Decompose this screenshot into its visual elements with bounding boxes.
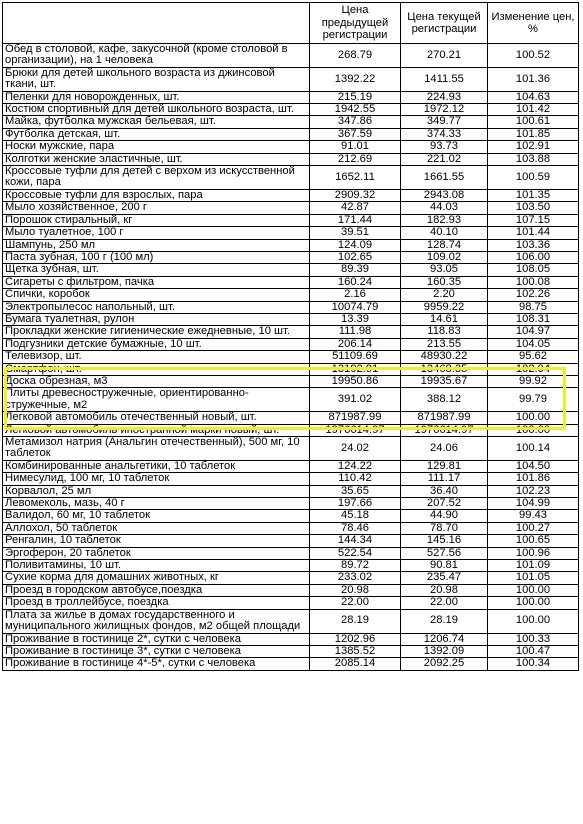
current-price: 374.33	[401, 128, 488, 140]
item-name: Смартфон, шт.	[3, 363, 310, 375]
item-name: Доска обрезная, м3	[3, 375, 310, 387]
current-price: 2943.08	[401, 189, 488, 201]
prev-price: 1392.22	[310, 67, 401, 91]
table-row	[3, 289, 579, 301]
current-price: 36.40	[401, 485, 488, 497]
prev-price: 2.16	[310, 289, 401, 301]
table-row	[3, 510, 579, 522]
table-row	[3, 264, 579, 276]
item-name: Комбинированные анальгетики, 10 таблеток	[3, 460, 310, 472]
price-change: 95.62	[488, 351, 579, 363]
table-row	[3, 189, 579, 201]
prev-price: 10074.79	[310, 301, 401, 313]
item-name: Порошок стиральный, кг	[3, 214, 310, 226]
current-price: 388.12	[401, 388, 488, 412]
table-row	[3, 214, 579, 226]
price-change: 100.34	[488, 658, 579, 670]
item-name: Сухие корма для домашних животных, кг	[3, 572, 310, 584]
price-change: 100.59	[488, 166, 579, 190]
prev-price: 35.65	[310, 485, 401, 497]
table-row	[3, 485, 579, 497]
table-row	[3, 584, 579, 596]
table-row	[3, 363, 579, 375]
price-change: 102.91	[488, 141, 579, 153]
price-change: 100.52	[488, 44, 579, 68]
price-change: 100.08	[488, 276, 579, 288]
price-change: 99.43	[488, 510, 579, 522]
current-price: 118.83	[401, 326, 488, 338]
prev-price: 20.98	[310, 584, 401, 596]
price-change: 100.61	[488, 116, 579, 128]
current-price: 207.52	[401, 498, 488, 510]
prev-price: 89.39	[310, 264, 401, 276]
table-row	[3, 351, 579, 363]
item-name: Прокладки женские гигиенические ежедневные, 10 шт.	[3, 326, 310, 338]
price-change: 100.00	[488, 412, 579, 424]
prev-price: 367.59	[310, 128, 401, 140]
item-name: Обед в столовой, кафе, закусочной (кроме столовой в организации), на 1 человека	[3, 44, 310, 68]
item-name: Телевизор, шт.	[3, 351, 310, 363]
item-name: Футболка детская, шт.	[3, 128, 310, 140]
item-name: Щетка зубная, шт.	[3, 264, 310, 276]
prev-price: 233.02	[310, 572, 401, 584]
current-price: 90.81	[401, 560, 488, 572]
table-row	[3, 498, 579, 510]
item-name: Аллохол, 50 таблеток	[3, 522, 310, 534]
item-name: Проживание в гостинице 4*-5*, сутки с человека	[3, 658, 310, 670]
table-row	[3, 313, 579, 325]
price-change: 103.88	[488, 153, 579, 165]
prev-price: 871987.99	[310, 412, 401, 424]
current-price: 20.98	[401, 584, 488, 596]
current-price: 1976614.97	[401, 424, 488, 436]
current-price: 128.74	[401, 239, 488, 251]
current-price: 145.16	[401, 535, 488, 547]
price-change: 100.47	[488, 645, 579, 657]
current-price: 1206.74	[401, 633, 488, 645]
price-change: 100.96	[488, 547, 579, 559]
price-change: 104.97	[488, 326, 579, 338]
price-change: 100.65	[488, 535, 579, 547]
header-prev-price: Цена предыдущей регистрации	[310, 3, 401, 44]
header-row	[3, 3, 579, 44]
table-row	[3, 633, 579, 645]
table-row	[3, 251, 579, 263]
item-name: Колготки женские эластичные, шт.	[3, 153, 310, 165]
prev-price: 1385.52	[310, 645, 401, 657]
prev-price: 197.66	[310, 498, 401, 510]
table-row	[3, 658, 579, 670]
current-price: 14.61	[401, 313, 488, 325]
price-change: 102.23	[488, 485, 579, 497]
prev-price: 160.24	[310, 276, 401, 288]
table-row	[3, 128, 579, 140]
price-change: 101.44	[488, 227, 579, 239]
header-price-change: Изменение цен, %	[488, 3, 579, 44]
table-row	[3, 460, 579, 472]
item-name: Мыло хозяйственное, 200 г	[3, 202, 310, 214]
current-price: 24.06	[401, 437, 488, 461]
table-row	[3, 141, 579, 153]
price-change: 100.00	[488, 609, 579, 633]
table-row	[3, 202, 579, 214]
item-name: Спички, коробок	[3, 289, 310, 301]
table-row	[3, 572, 579, 584]
current-price: 44.03	[401, 202, 488, 214]
current-price: 349.77	[401, 116, 488, 128]
price-change: 104.63	[488, 91, 579, 103]
item-name: Носки мужские, пара	[3, 141, 310, 153]
item-name: Паста зубная, 100 г (100 мл)	[3, 251, 310, 263]
prev-price: 28.19	[310, 609, 401, 633]
prev-price: 42.87	[310, 202, 401, 214]
price-change: 103.50	[488, 202, 579, 214]
price-change: 106.00	[488, 251, 579, 263]
price-change: 103.36	[488, 239, 579, 251]
header-current-price: Цена текущей регистрации	[401, 3, 488, 44]
prev-price: 51109.69	[310, 351, 401, 363]
price-change: 102.04	[488, 363, 579, 375]
table-row	[3, 437, 579, 461]
current-price: 182.93	[401, 214, 488, 226]
prev-price: 391.02	[310, 388, 401, 412]
item-name: Легковой автомобиль иностранной марки новый, шт.	[3, 424, 310, 436]
table-row	[3, 535, 579, 547]
item-name: Нимесулид, 100 мг, 10 таблеток	[3, 473, 310, 485]
prev-price: 347.86	[310, 116, 401, 128]
price-change: 101.35	[488, 189, 579, 201]
table-row	[3, 597, 579, 609]
current-price: 221.02	[401, 153, 488, 165]
item-name: Эргоферон, 20 таблеток	[3, 547, 310, 559]
current-price: 111.17	[401, 473, 488, 485]
price-change: 101.09	[488, 560, 579, 572]
current-price: 28.19	[401, 609, 488, 633]
current-price: 270.21	[401, 44, 488, 68]
table-row	[3, 116, 579, 128]
price-change: 100.00	[488, 584, 579, 596]
current-price: 13468.35	[401, 363, 488, 375]
item-name: Костюм спортивный для детей школьного возраста, шт.	[3, 104, 310, 116]
price-change: 108.05	[488, 264, 579, 276]
prev-price: 91.01	[310, 141, 401, 153]
item-name: Проезд в городском автобусе,поездка	[3, 584, 310, 596]
price-change: 99.92	[488, 375, 579, 387]
item-name: Плата за жилье в домах государственного и муниципального жилищных фондов, м2 общей площади	[3, 609, 310, 633]
prev-price: 144.34	[310, 535, 401, 547]
header-name	[3, 3, 310, 44]
prev-price: 1202.96	[310, 633, 401, 645]
prev-price: 1976614.97	[310, 424, 401, 436]
item-name: Проезд в троллейбусе, поездка	[3, 597, 310, 609]
price-change: 107.15	[488, 214, 579, 226]
current-price: 19935.67	[401, 375, 488, 387]
prev-price: 19950.86	[310, 375, 401, 387]
current-price: 527.56	[401, 547, 488, 559]
item-name: Метамизол натрия (Анальгин отечественный), 500 мг, 10 таблеток	[3, 437, 310, 461]
table-row	[3, 388, 579, 412]
table-row	[3, 547, 579, 559]
current-price: 224.93	[401, 91, 488, 103]
price-change: 99.79	[488, 388, 579, 412]
item-name: Поливитамины, 10 шт.	[3, 560, 310, 572]
prev-price: 39.51	[310, 227, 401, 239]
current-price: 48930.22	[401, 351, 488, 363]
item-name: Проживание в гостинице 3*, сутки с человека	[3, 645, 310, 657]
item-name: Кроссовые туфли для детей с верхом из искусственной кожи, пара	[3, 166, 310, 190]
prev-price: 1942.55	[310, 104, 401, 116]
current-price: 871987.99	[401, 412, 488, 424]
table-row	[3, 91, 579, 103]
prev-price: 45.18	[310, 510, 401, 522]
current-price: 129.81	[401, 460, 488, 472]
price-change: 101.05	[488, 572, 579, 584]
current-price: 235.47	[401, 572, 488, 584]
current-price: 213.55	[401, 338, 488, 350]
item-name: Шампунь, 250 мл	[3, 239, 310, 251]
table-row	[3, 326, 579, 338]
table-row	[3, 645, 579, 657]
current-price: 109.02	[401, 251, 488, 263]
prev-price: 102.65	[310, 251, 401, 263]
prev-price: 215.19	[310, 91, 401, 103]
table-row	[3, 609, 579, 633]
price-change: 100.00	[488, 424, 579, 436]
prev-price: 171.44	[310, 214, 401, 226]
item-name: Ренгалин, 10 таблеток	[3, 535, 310, 547]
table-row	[3, 301, 579, 313]
table-row	[3, 227, 579, 239]
item-name: Кроссовые туфли для взрослых, пара	[3, 189, 310, 201]
current-price: 160.35	[401, 276, 488, 288]
current-price: 78.70	[401, 522, 488, 534]
prev-price: 268.79	[310, 44, 401, 68]
prev-price: 206.14	[310, 338, 401, 350]
table-row	[3, 44, 579, 68]
table-row	[3, 276, 579, 288]
current-price: 40.10	[401, 227, 488, 239]
prev-price: 22.00	[310, 597, 401, 609]
current-price: 9959.22	[401, 301, 488, 313]
table-row	[3, 166, 579, 190]
table-row	[3, 560, 579, 572]
prev-price: 124.09	[310, 239, 401, 251]
item-name: Левомеколь, мазь, 40 г	[3, 498, 310, 510]
price-change: 108.31	[488, 313, 579, 325]
price-change: 100.27	[488, 522, 579, 534]
item-name: Бумага туалетная, рулон	[3, 313, 310, 325]
current-price: 93.05	[401, 264, 488, 276]
item-name: Брюки для детей школьного возраста из джинсовой ткани, шт.	[3, 67, 310, 91]
prev-price: 212.69	[310, 153, 401, 165]
price-change: 100.14	[488, 437, 579, 461]
current-price: 93.73	[401, 141, 488, 153]
item-name: Электропылесос напольный, шт.	[3, 301, 310, 313]
price-change: 104.05	[488, 338, 579, 350]
table-row	[3, 104, 579, 116]
prev-price: 1652.11	[310, 166, 401, 190]
item-name: Валидол, 60 мг, 10 таблеток	[3, 510, 310, 522]
price-change: 101.42	[488, 104, 579, 116]
item-name: Проживание в гостинице 2*, сутки с человека	[3, 633, 310, 645]
prev-price: 13.39	[310, 313, 401, 325]
prev-price: 78.46	[310, 522, 401, 534]
item-name: Легковой автомобиль отечественный новый, шт.	[3, 412, 310, 424]
item-name: Пеленки для новорожденных, шт.	[3, 91, 310, 103]
current-price: 1661.55	[401, 166, 488, 190]
price-change: 101.86	[488, 473, 579, 485]
item-name: Сигареты с фильтром, пачка	[3, 276, 310, 288]
table-row	[3, 67, 579, 91]
current-price: 1972.12	[401, 104, 488, 116]
table-row	[3, 412, 579, 424]
price-change: 100.33	[488, 633, 579, 645]
item-name: Майка, футболка мужская бельевая, шт.	[3, 116, 310, 128]
current-price: 2.20	[401, 289, 488, 301]
table-row	[3, 338, 579, 350]
current-price: 44.90	[401, 510, 488, 522]
current-price: 22.00	[401, 597, 488, 609]
current-price: 1411.55	[401, 67, 488, 91]
table-row	[3, 153, 579, 165]
prev-price: 13192.91	[310, 363, 401, 375]
item-name: Подгузники детские бумажные, 10 шт.	[3, 338, 310, 350]
prev-price: 110.42	[310, 473, 401, 485]
table-row	[3, 522, 579, 534]
price-table	[2, 2, 579, 671]
item-name: Мыло туалетное, 100 г	[3, 227, 310, 239]
current-price: 1392.09	[401, 645, 488, 657]
prev-price: 2909.32	[310, 189, 401, 201]
price-change: 98.75	[488, 301, 579, 313]
prev-price: 2085.14	[310, 658, 401, 670]
prev-price: 24.02	[310, 437, 401, 461]
table-row	[3, 239, 579, 251]
table-row	[3, 424, 579, 436]
item-name: Корвалол, 25 мл	[3, 485, 310, 497]
prev-price: 124.22	[310, 460, 401, 472]
price-change: 101.36	[488, 67, 579, 91]
price-change: 102.26	[488, 289, 579, 301]
price-change: 104.50	[488, 460, 579, 472]
prev-price: 89.72	[310, 560, 401, 572]
price-change: 101.85	[488, 128, 579, 140]
prev-price: 111.98	[310, 326, 401, 338]
price-change: 104.99	[488, 498, 579, 510]
item-name: Плиты древесностружечные, ориентированно-стружечные, м2	[3, 388, 310, 412]
table-row	[3, 375, 579, 387]
current-price: 2092.25	[401, 658, 488, 670]
prev-price: 522.54	[310, 547, 401, 559]
table-row	[3, 473, 579, 485]
price-change: 100.00	[488, 597, 579, 609]
